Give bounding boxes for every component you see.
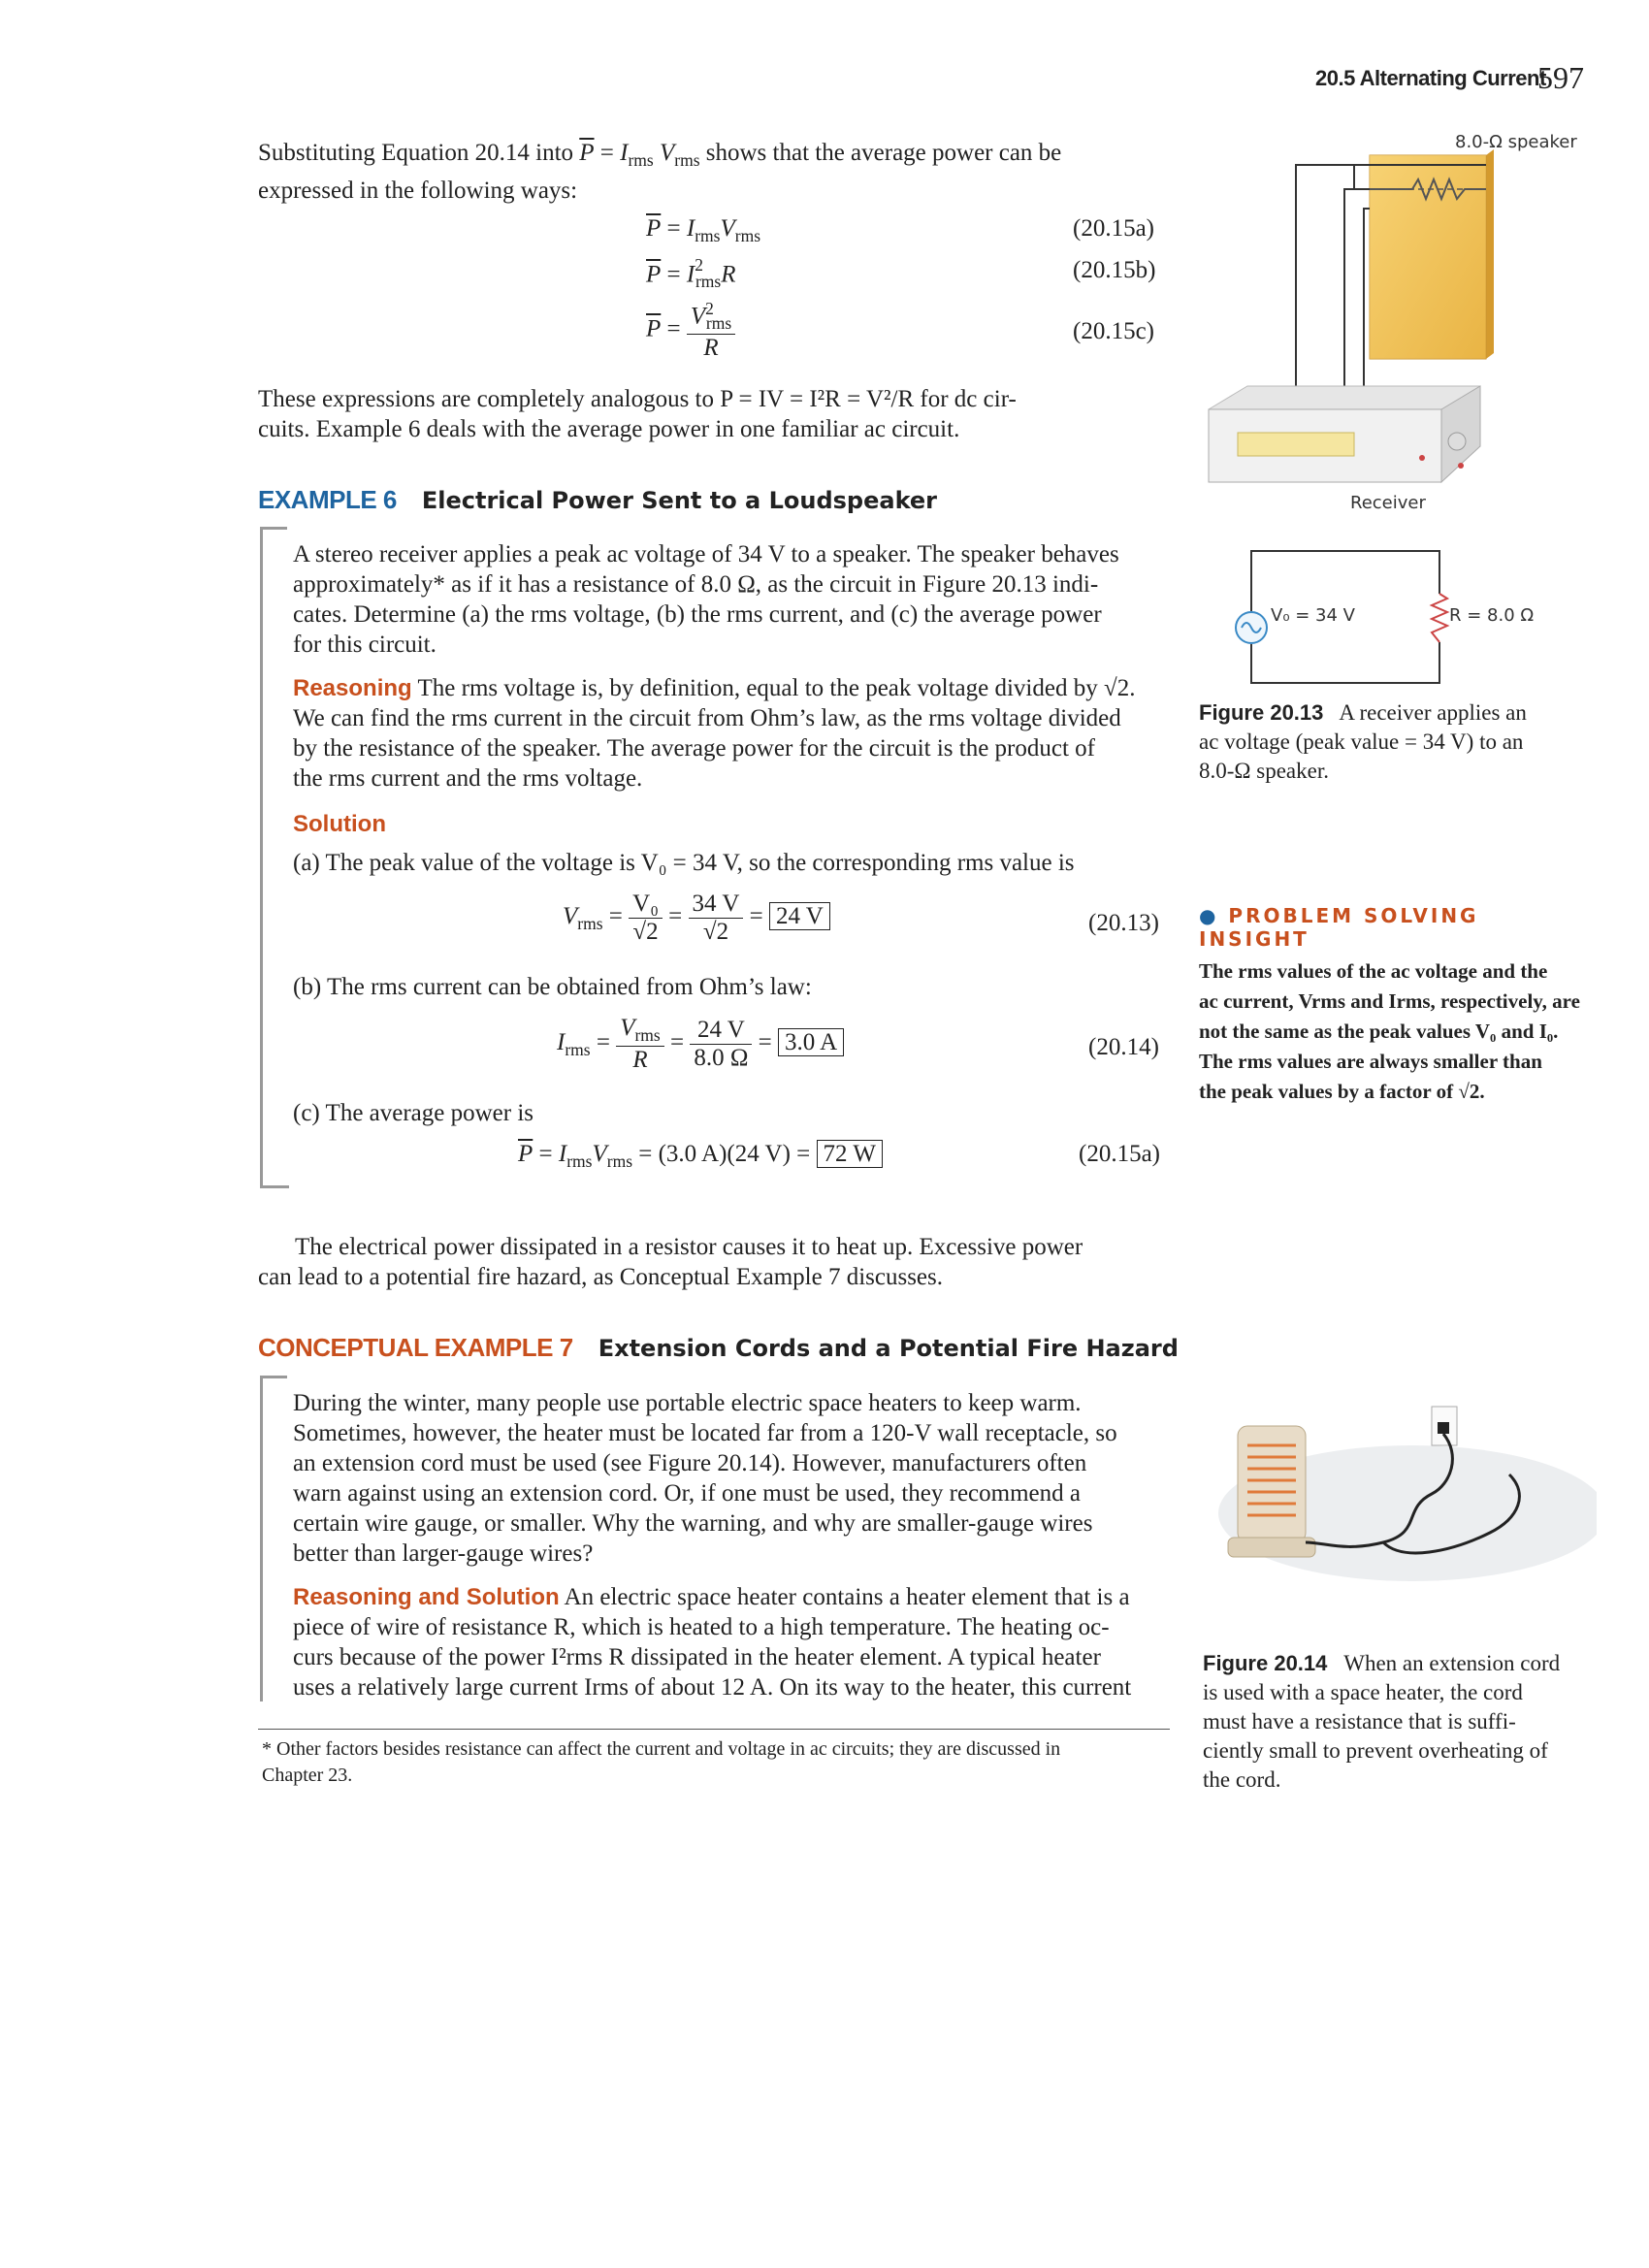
- receiver-label: Receiver: [1350, 493, 1426, 513]
- rs-line-1: Reasoning and Solution An electric space heater contains a heater element that is a: [293, 1584, 1130, 1610]
- caption-line: must have a resistance that is suffi-: [1203, 1709, 1516, 1733]
- solution-part-b: (b) The rms current can be obtained from Ohm’s law:: [293, 974, 812, 1000]
- circuit-wire: [1251, 642, 1439, 683]
- example-7-heading: [258, 1333, 1179, 1363]
- example-6-heading: [258, 485, 937, 515]
- caption-line-1: Figure 20.13 A receiver applies an: [1199, 700, 1527, 725]
- problem-line: an extension cord must be used (see Figure 20.14). However, manufacturers often: [293, 1450, 1087, 1476]
- problem-line: During the winter, many people use portable electric space heaters to keep warm.: [293, 1390, 1082, 1416]
- v0-label: V₀ = 34 V: [1271, 605, 1355, 626]
- speaker-wire: [1344, 189, 1354, 398]
- example-6-bracket-bottom: [260, 1185, 289, 1188]
- transition-line: The electrical power dissipated in a resistor causes it to heat up. Excessive power: [295, 1234, 1083, 1260]
- insight-line: the peak values by a factor of √2.: [1199, 1080, 1485, 1103]
- figure-20-14-caption: [1203, 1649, 1591, 1795]
- problem-line: cates. Determine (a) the rms voltage, (b) the rms current, and (c) the average power: [293, 601, 1102, 628]
- section-title: 20.5 Alternating Current: [1315, 66, 1546, 90]
- problem-line: approximately* as if it has a resistance of 8.0 Ω, as the circuit in Figure 20.13 indi-: [293, 571, 1099, 598]
- figure-20-14-number: Figure 20.14: [1203, 1651, 1328, 1675]
- result-box-3a: 3.0 A: [778, 1028, 844, 1056]
- problem-line: better than larger-gauge wires?: [293, 1540, 594, 1567]
- equation-label-20-13: (20.13): [1088, 910, 1159, 936]
- equation-20-15c: $\overline{P}$ = $\frac{V^2_{rms}}{R}$: [646, 299, 735, 362]
- footnote-line: Chapter 23.: [262, 1765, 353, 1786]
- intro-line-2: expressed in the following ways:: [258, 178, 578, 204]
- caption-line: the cord.: [1203, 1767, 1281, 1792]
- resistor-icon: [1432, 594, 1447, 642]
- insight-body: [1199, 956, 1597, 1107]
- equation-20-14: $I_{rms}$ = $\frac{V_{rms}}{R}$ = $\frac{24 V}{8.0 \Omega}$ = 3.0 A: [557, 1015, 844, 1074]
- speaker-label: 8.0-Ω speaker: [1455, 132, 1577, 152]
- caption-line: 8.0-Ω speaker.: [1199, 759, 1329, 783]
- figure-20-13-illustration: [1199, 146, 1519, 495]
- equation-label-20-15a-result: (20.15a): [1079, 1141, 1160, 1167]
- r-label: R = 8.0 Ω: [1449, 605, 1535, 626]
- space-heater-icon: [1238, 1426, 1306, 1542]
- reasoning-line: the rms current and the rms voltage.: [293, 765, 643, 792]
- equation-label-20-15a: (20.15a): [1073, 215, 1154, 242]
- reasoning-line: We can find the rms current in the circuit from Ohm’s law, as the rms voltage divided: [293, 705, 1121, 731]
- reasoning-line-1: Reasoning The rms voltage is, by definition, equal to the peak voltage divided by √2.: [293, 675, 1136, 701]
- caption-line: is used with a space heater, the cord: [1203, 1680, 1523, 1704]
- transition-line: can lead to a potential fire hazard, as Conceptual Example 7 discusses.: [258, 1264, 943, 1290]
- rs-line: uses a relatively large current Irms of about 12 A. On its way to the heater, this current: [293, 1674, 1132, 1701]
- caption-line: ac voltage (peak value = 34 V) to an: [1199, 729, 1524, 754]
- equation-label-20-15b: (20.15b): [1073, 257, 1156, 283]
- intro-line-1: Substituting Equation 20.14 into $\overline{P} = I_{rms}$ $V_{rms}$ shows that the average power can be: [258, 140, 1062, 170]
- analogy-paragraph: [258, 384, 1170, 444]
- solution-part-c: (c) The average power is: [293, 1100, 534, 1126]
- example-6-bracket-top: [260, 527, 287, 530]
- insight-bullet-icon: ●: [1199, 904, 1219, 927]
- analogy-line-2: cuits. Example 6 deals with the average power in one familiar ac circuit.: [258, 416, 960, 442]
- solution-part-a: (a) The peak value of the voltage is V₀ = 34 V, so the corresponding rms value is: [293, 850, 1075, 876]
- problem-line: warn against using an extension cord. Or, if one must be used, they recommend a: [293, 1480, 1081, 1507]
- example-6-tag: EXAMPLE 6: [258, 485, 397, 514]
- insight-line: The rms values are always smaller than: [1199, 1050, 1542, 1073]
- rs-line: curs because of the power I²rms R dissipated in the heater element. A typical heater: [293, 1644, 1101, 1670]
- footnote-line: * Other factors besides resistance can affect the current and voltage in ac circuits; they are discussed in: [262, 1738, 1061, 1760]
- equation-label-20-14: (20.14): [1088, 1034, 1159, 1060]
- insight-title: PROBLEM SOLVING INSIGHT: [1199, 904, 1479, 951]
- problem-line: Sometimes, however, the heater must be located far from a 120-V wall receptacle, so: [293, 1420, 1117, 1446]
- example-6-reasoning: [293, 673, 1168, 794]
- footnote-rule: [258, 1729, 1170, 1730]
- figure-20-13-number: Figure 20.13: [1199, 700, 1324, 725]
- running-header: [1315, 66, 1546, 91]
- insight-line: ac current, Vrms and Irms, respectively, are: [1199, 989, 1580, 1013]
- example-7-reasoning-solution: [293, 1582, 1168, 1702]
- problem-line: certain wire gauge, or smaller. Why the warning, and why are smaller-gauge wires: [293, 1510, 1093, 1537]
- reasoning-line: by the resistance of the speaker. The average power for the circuit is the product of: [293, 735, 1095, 761]
- example-7-bracket: [260, 1376, 263, 1701]
- speaker-side: [1486, 149, 1494, 359]
- solution-label: Solution: [293, 811, 386, 837]
- insight-title-row: [1199, 904, 1597, 951]
- speaker-wire: [1364, 209, 1370, 398]
- result-box-24v: 24 V: [769, 902, 830, 930]
- problem-line: A stereo receiver applies a peak ac voltage of 34 V to a speaker. The speaker behaves: [293, 541, 1119, 567]
- problem-solving-insight: [1199, 904, 1597, 1107]
- circuit-wire: [1251, 551, 1439, 611]
- receiver-knob: [1448, 433, 1466, 450]
- figure-20-13-caption: [1199, 698, 1587, 786]
- result-box-72w: 72 W: [817, 1140, 883, 1168]
- caption-line-1: Figure 20.14 When an extension cord: [1203, 1651, 1561, 1675]
- caption-line: ciently small to prevent overheating of: [1203, 1738, 1548, 1763]
- example-6-title: Electrical Power Sent to a Loudspeaker: [421, 487, 938, 514]
- reasoning-label: Reasoning: [293, 675, 412, 701]
- insight-line: not the same as the peak values V₀ and I₀.: [1199, 1020, 1559, 1043]
- footnote: [262, 1736, 1174, 1789]
- receiver-display: [1238, 433, 1354, 456]
- analogy-line-1: These expressions are completely analogous to P = IV = I²R = V²/R for dc cir-: [258, 386, 1017, 412]
- rs-label: Reasoning and Solution: [293, 1584, 560, 1610]
- equation-20-15a-result: $\overline{P} = I_{rms}V_{rms} = (3.0$ A)(24 V) = 72 W: [518, 1141, 883, 1172]
- intro-paragraph: [258, 138, 1170, 206]
- equation-20-15b: $\overline{P} = I^2_{rms}R$: [646, 255, 736, 292]
- example-7-problem: [293, 1388, 1168, 1569]
- problem-line: for this circuit.: [293, 632, 436, 658]
- example-7-tag: CONCEPTUAL EXAMPLE 7: [258, 1333, 573, 1362]
- page-number: 597: [1537, 60, 1584, 95]
- example-6-problem: [293, 539, 1168, 660]
- equation-20-13: $V_{rms}$ = $\frac{\text{V₀}}{√2}$ = $\frac{34 V}{√2}$ = 24 V: [563, 891, 830, 946]
- equation-label-20-15c: (20.15c): [1073, 318, 1154, 344]
- transition-paragraph: [258, 1232, 1170, 1292]
- example-6-bracket: [260, 527, 263, 1188]
- figure-20-14-illustration: [1199, 1397, 1597, 1610]
- example-7-bracket-top: [260, 1376, 287, 1378]
- rs-line: piece of wire of resistance R, which is heated to a high temperature. The heating oc-: [293, 1614, 1110, 1640]
- example-7-title: Extension Cords and a Potential Fire Hazard: [598, 1335, 1179, 1362]
- equation-20-15a: $\overline{P} = I_{rms}V_{rms}$: [646, 215, 760, 245]
- insight-line: The rms values of the ac voltage and the: [1199, 959, 1548, 983]
